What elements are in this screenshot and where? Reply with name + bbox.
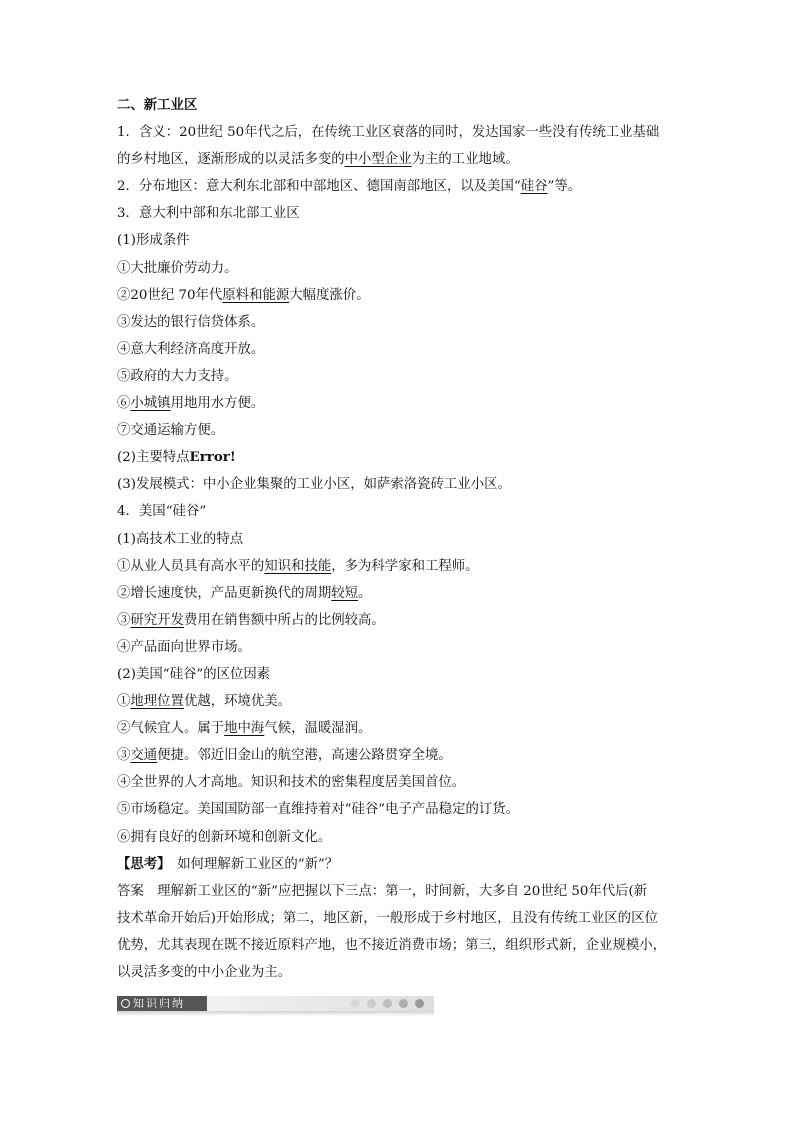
think-question [117,851,677,878]
dot-icon [415,999,424,1008]
location-3 [117,742,677,769]
feat3-text-b: 费用在销售额中所占的比例较高。 [183,612,385,628]
item1-text-a: 的乡村地区，逐渐形成的以灵活多变的 [117,152,345,168]
item4-1-title: (1)高技术工业的特点 [117,531,244,547]
loc3-underlined: 交通 [130,748,158,764]
banner-bar [207,996,434,1011]
answer-label: 答案 [117,883,144,899]
location-4: ④全世界的人才高地。知识和技术的密集程度居美国首位。 [117,775,466,791]
loc1-text-b: 优越，环境优美。 [183,694,292,710]
condition-6 [117,390,677,417]
answer-line-3: 优势，尤其表现在既不接近原料产地，也不接近消费市场；第三，组织形式新，企业规模小， [117,937,667,953]
cond2-text-a: ②20世纪 70年代 [117,287,223,303]
loc3-text-a: ③ [117,748,131,764]
dot-icon [351,999,360,1008]
feature-2 [117,580,677,607]
item4-2-title: (2)美国“硅谷”的区位因素 [117,666,271,682]
loc1-underlined: 地理位置 [130,694,184,710]
feat2-underlined: 较短 [331,585,359,601]
answer-line-1 [117,878,677,905]
cond6-text-b: 用地用水方便。 [170,396,265,412]
feat2-text-b: 。 [358,585,372,601]
condition-2 [117,282,677,309]
loc2-text-b: 气候，温暖湿润。 [264,721,372,737]
loc3-text-b: 便捷。邻近旧金山的航空港，高速公路贯穿全境。 [157,748,452,764]
document-body [117,92,677,986]
location-1 [117,688,677,715]
dot-icon [335,999,344,1008]
cond2-underlined: 原料和能源 [222,287,290,303]
banner-label: 知识归纳 [133,997,185,1010]
feat3-underlined: 研究开发 [130,612,184,628]
feature-4: ④产品面向世界市场。 [117,639,251,655]
cond6-text-a: ⑥ [117,396,131,412]
item2-text-a: 2．分布地区：意大利东北部和中部地区、德国南部地区，以及美国“ [117,179,521,195]
item3-2-text: (2)主要特点 [117,450,190,466]
item3-2 [117,444,677,471]
cond6-underlined: 小城镇 [130,396,171,412]
section-title: 二、新工业区 [117,97,198,113]
answer-text-1: 理解新工业区的“新”应把握以下三点：第一，时间新，大多自 20世纪 50年代后(新 [143,883,648,899]
condition-3: ③发达的银行信贷体系。 [117,314,265,330]
item2 [117,173,677,200]
item1-line2 [117,146,677,173]
item2-text-b: ”等。 [547,179,582,195]
loc2-underlined: 地中海 [224,721,265,737]
target-icon [121,999,130,1008]
item3-1-title: (1)形成条件 [117,233,190,249]
condition-5: ⑤政府的大力支持。 [117,368,238,384]
condition-4: ④意大利经济高度开放。 [117,341,265,357]
loc1-text-a: ① [117,694,131,710]
feature-1 [117,553,677,580]
banner-dots [335,999,424,1008]
answer-line-2: 技术革命开始后)开始形成；第二，地区新，一般形成于乡村地区，且没有传统工业区的区位 [117,910,658,926]
feat3-text-a: ③ [117,612,131,628]
location-5: ⑤市场稳定。美国国防部一直维持着对“硅谷”电子产品稳定的订货。 [117,802,520,818]
item4-title: 4．美国“硅谷” [117,504,207,520]
item1-line1: 1．含义：20世纪 50年代之后，在传统工业区衰落的同时，发达国家一些没有传统工业基础 [117,125,660,141]
feat1-underlined: 知识和技能 [264,558,332,574]
feat2-text-a: ②增长速度快，产品更新换代的周期 [117,585,332,601]
location-2 [117,715,677,742]
dot-icon [383,999,392,1008]
cond2-text-b: 大幅度涨价。 [289,287,370,303]
knowledge-summary-banner [117,996,434,1020]
item3-title: 3．意大利中部和东北部工业区 [117,206,300,222]
banner-shadow [117,1011,434,1016]
item3-3: (3)发展模式：中小企业集聚的工业小区，如萨索洛瓷砖工业小区。 [117,477,511,493]
dot-icon [367,999,376,1008]
answer-line-4: 以灵活多变的中小企业为主。 [117,965,292,980]
think-label: 【思考】 [117,856,164,872]
loc2-text-a: ②气候宜人。属于 [117,721,225,737]
item2-underlined: 硅谷 [520,179,548,195]
condition-1: ①大批廉价劳动力。 [117,260,238,276]
think-question-text: 如何理解新工业区的“新”？ [163,856,339,872]
feature-3 [117,607,677,634]
error-text: Error! [189,449,236,466]
banner-tab [117,996,207,1011]
item1-underlined: 中小型企业 [344,152,412,168]
dot-icon [399,999,408,1008]
item1-text-b: 为主的工业地域。 [411,152,519,168]
feat1-text-b: ，多为科学家和工程师。 [331,558,479,574]
feat1-text-a: ①从业人员具有高水平的 [117,558,265,574]
condition-7: ⑦交通运输方便。 [117,423,225,439]
location-6: ⑥拥有良好的创新环境和创新文化。 [117,829,332,845]
